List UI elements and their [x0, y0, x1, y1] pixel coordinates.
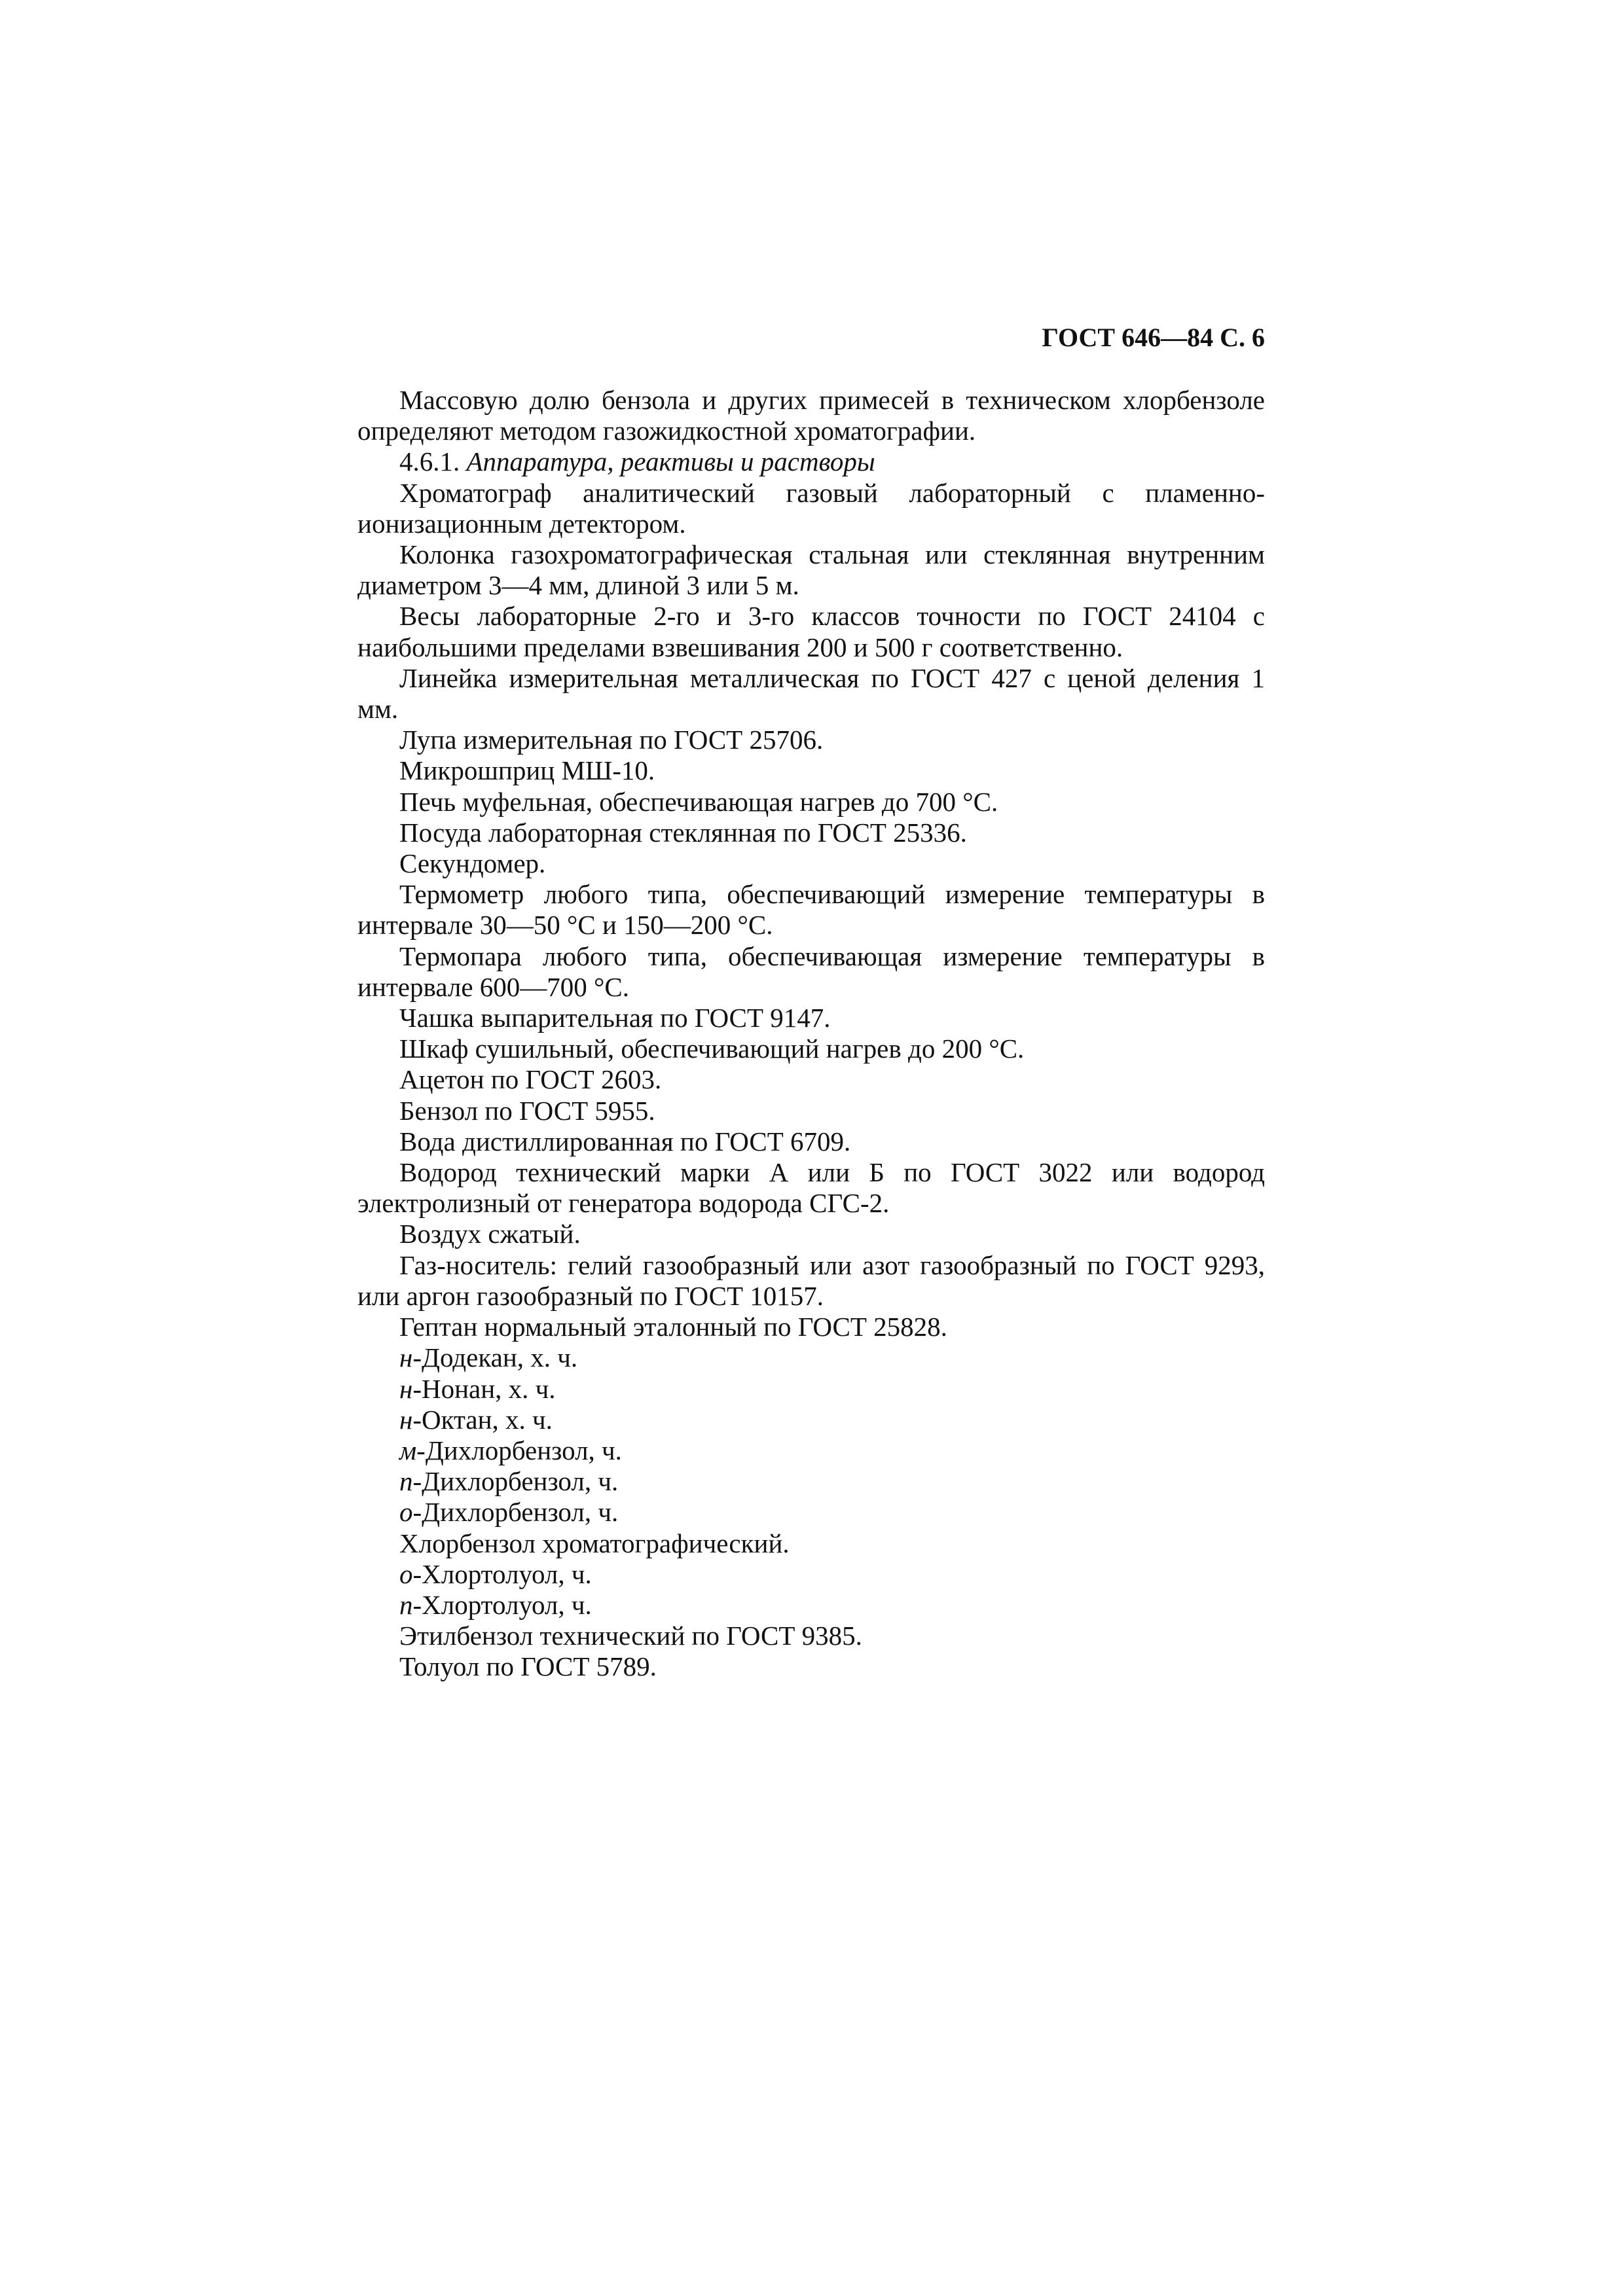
list-item: Секундомер. — [399, 848, 546, 879]
list-item: Хроматограф аналитический газовый лабораторный с пламенно-ионизационным детектором. — [357, 477, 1265, 539]
chemical-name: -Хлортолуол, ч. — [412, 1558, 592, 1589]
list-item: Чашка выпарительная по ГОСТ 9147. — [399, 1003, 831, 1033]
chemical-name: -Дихлорбензол, ч. — [412, 1497, 619, 1528]
section-number: 4.6.1. — [399, 446, 460, 477]
chemical-name: -Хлортолуол, ч. — [412, 1589, 592, 1620]
chemical-item — [357, 1466, 1265, 1497]
chemical-item — [357, 1559, 1265, 1590]
list-item: Бензол по ГОСТ 5955. — [399, 1095, 655, 1126]
chemical-prefix: м — [399, 1435, 417, 1465]
chemical-item — [357, 1497, 1265, 1528]
list-item: Термопара любого типа, обеспечивающая измерение температуры в интервале 600—700 °С. — [357, 941, 1265, 1002]
list-item: Водород технический марки А или Б по ГОСТ 3022 или водород электролизный от генератора водорода СГС-2. — [357, 1157, 1265, 1219]
list-item: Печь муфельная, обеспечивающая нагрев до 700 °С. — [399, 786, 998, 817]
chemical-item — [357, 1374, 1265, 1405]
chemical-name: -Октан, х. ч. — [412, 1404, 553, 1435]
list-item: Микрошприц МШ-10. — [399, 755, 655, 786]
page-header: ГОСТ 646—84 С. 6 — [1042, 323, 1265, 352]
list-item: Термометр любого типа, обеспечивающий измерение температуры в интервале 30—50 °С и 150—200 °С. — [357, 879, 1265, 941]
chemical-prefix: о — [399, 1558, 413, 1589]
list-item: Толуол по ГОСТ 5789. — [399, 1651, 657, 1682]
list-item: Шкаф сушильный, обеспечивающий нагрев до 200 °С. — [399, 1033, 1025, 1064]
chemical-item — [357, 1590, 1265, 1621]
chemical-prefix: н — [399, 1404, 413, 1435]
chemical-prefix: п — [399, 1466, 413, 1497]
list-item: Посуда лабораторная стеклянная по ГОСТ 25336. — [399, 817, 967, 848]
list-item: Колонка газохроматографическая стальная или стеклянная внутренним диаметром 3—4 мм, длиной 3 или 5 м. — [357, 539, 1265, 601]
chemical-prefix: н — [399, 1342, 413, 1373]
chemical-name: -Нонан, х. ч. — [412, 1373, 556, 1404]
intro-paragraph: Массовую долю бензола и других примесей в техническом хлорбензоле определяют методом газожидкостной хроматографии. — [357, 385, 1265, 446]
chemical-name: -Дихлорбензол, ч. — [412, 1466, 619, 1497]
chemical-prefix: о — [399, 1497, 413, 1528]
section-heading — [357, 446, 1265, 477]
list-item: Воздух сжатый. — [399, 1219, 581, 1249]
list-item: Линейка измерительная металлическая по ГОСТ 427 с ценой деления 1 мм. — [357, 662, 1265, 725]
chemical-item — [357, 1405, 1265, 1435]
chemical-item — [357, 1435, 1265, 1466]
list-item: Ацетон по ГОСТ 2603. — [399, 1064, 662, 1095]
chemical-prefix: н — [399, 1373, 413, 1404]
list-item: Хлорбензол хроматографический. — [399, 1528, 790, 1558]
list-item: Этилбензол технический по ГОСТ 9385. — [399, 1621, 862, 1651]
list-item: Гептан нормальный эталонный по ГОСТ 25828. — [399, 1312, 947, 1342]
chemical-prefix: п — [399, 1589, 413, 1620]
chemical-name: -Дихлорбензол, ч. — [416, 1435, 622, 1465]
list-item: Газ-носитель: гелий газообразный или азот газообразный по ГОСТ 9293, или аргон газообразный по ГОСТ 10157. — [357, 1249, 1265, 1311]
list-item: Вода дистиллированная по ГОСТ 6709. — [399, 1126, 851, 1157]
chemical-item — [357, 1342, 1265, 1373]
document-body — [357, 385, 1265, 1683]
chemical-name: -Додекан, х. ч. — [412, 1342, 578, 1373]
list-item: Весы лабораторные 2-го и 3-го классов точности по ГОСТ 24104 с наибольшими пределами взвешивания 200 и 500 г соответственно. — [357, 601, 1265, 662]
list-item: Лупа измерительная по ГОСТ 25706. — [399, 725, 824, 755]
section-title: Аппаратура, реактивы и растворы — [466, 446, 875, 477]
